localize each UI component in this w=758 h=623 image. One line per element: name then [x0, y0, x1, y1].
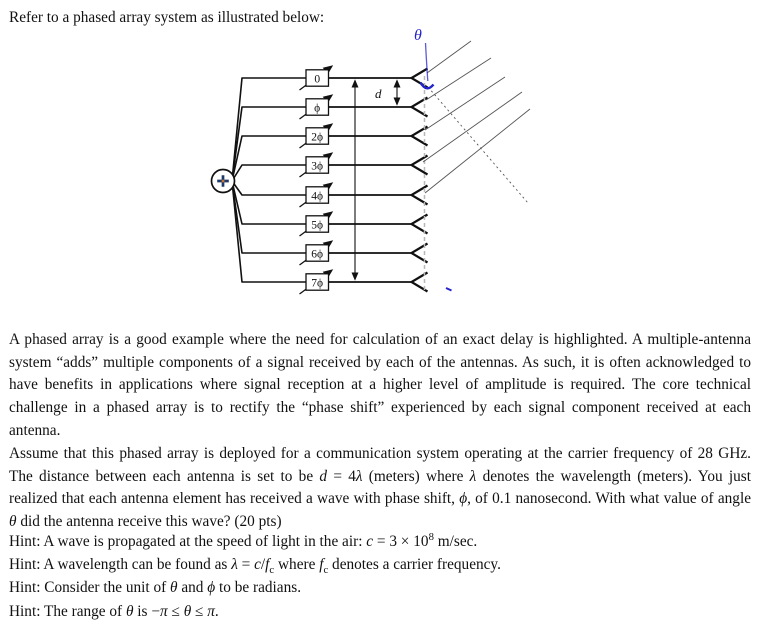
wavefront-line	[425, 77, 505, 130]
theta-label: θ	[414, 27, 422, 44]
propagation-dashed-line	[428, 87, 528, 203]
plus-center-dot	[222, 180, 225, 183]
hints-block	[9, 530, 751, 623]
feed-line-left	[232, 181, 306, 282]
theta-annotation	[414, 27, 452, 291]
feed-line-left	[232, 181, 306, 195]
feed-line-left	[232, 181, 306, 253]
phase-shifter-label: 5ϕ	[311, 219, 324, 232]
feed-line-left	[232, 107, 306, 181]
problem-paragraph-2: Assume that this phased array is deployed for a communication system operating at the carrier frequency of 28 GHz. The distance between each antenna is set to be d = 4λ (meters) where λ denotes the wavelength (meters). You just realized that each antenna element has received a wave with phase shift, ϕ, of 0.1 nanosecond. With what value of angle θ did the antenna receive this wave? (20 pts)	[9, 445, 751, 531]
wavefront-line	[425, 109, 530, 193]
wavefront-line	[427, 41, 471, 73]
phase-shifter-label: 6ϕ	[311, 248, 324, 261]
feed-line-left	[232, 181, 306, 224]
sum-node	[212, 170, 235, 193]
hint-line: Hint: A wavelength can be found as $\lambda = c/f_c$ where $f_c$ denotes a carrier frequency.	[9, 556, 501, 577]
feed-line-left	[232, 165, 306, 181]
feed-line-left	[232, 136, 306, 181]
wavefront-lines	[423, 41, 530, 193]
antenna-icon	[412, 156, 428, 175]
phase-shifter-label: 4ϕ	[311, 190, 324, 203]
intro-text: Refer to a phased array system as illustrated below:	[9, 9, 325, 26]
wavefront-line	[426, 58, 491, 100]
spacing-label: d	[375, 86, 382, 101]
phase-shifter-label: 3ϕ	[311, 160, 324, 173]
phase-shifter-label: 2ϕ	[311, 131, 324, 144]
phase-shifter-label: 7ϕ	[311, 277, 324, 290]
phase-shifter-label: ϕ	[314, 102, 321, 115]
channel-rows	[232, 67, 428, 295]
hint-line: Hint: The range of θ is −π ≤ θ ≤ π.	[9, 602, 219, 620]
hint-line: Hint: Consider the unit of θ and ϕ to be radians.	[9, 579, 302, 597]
problem-paragraph-1: A phased array is a good example where the need for calculation of an exact delay is highlighted. A multiple-antenna system “adds” multiple components of a signal received by each of the antennas. As such, it is often acknowledged to have benefits in applications where signal reception at a higher level of amplitude is required. The core technical challenge in a phased array is to rectify the “phase shift” experienced by each signal component received at each antenna.	[9, 331, 751, 439]
hint-line: Hint: A wave is propagated at the speed of light in the air: $c = 3 \times 10^8$ m/sec.	[9, 530, 478, 550]
phase-shifter-label: 0	[314, 73, 321, 86]
angle-mark-bottom	[446, 288, 452, 291]
theta-pointer-line	[426, 43, 428, 81]
